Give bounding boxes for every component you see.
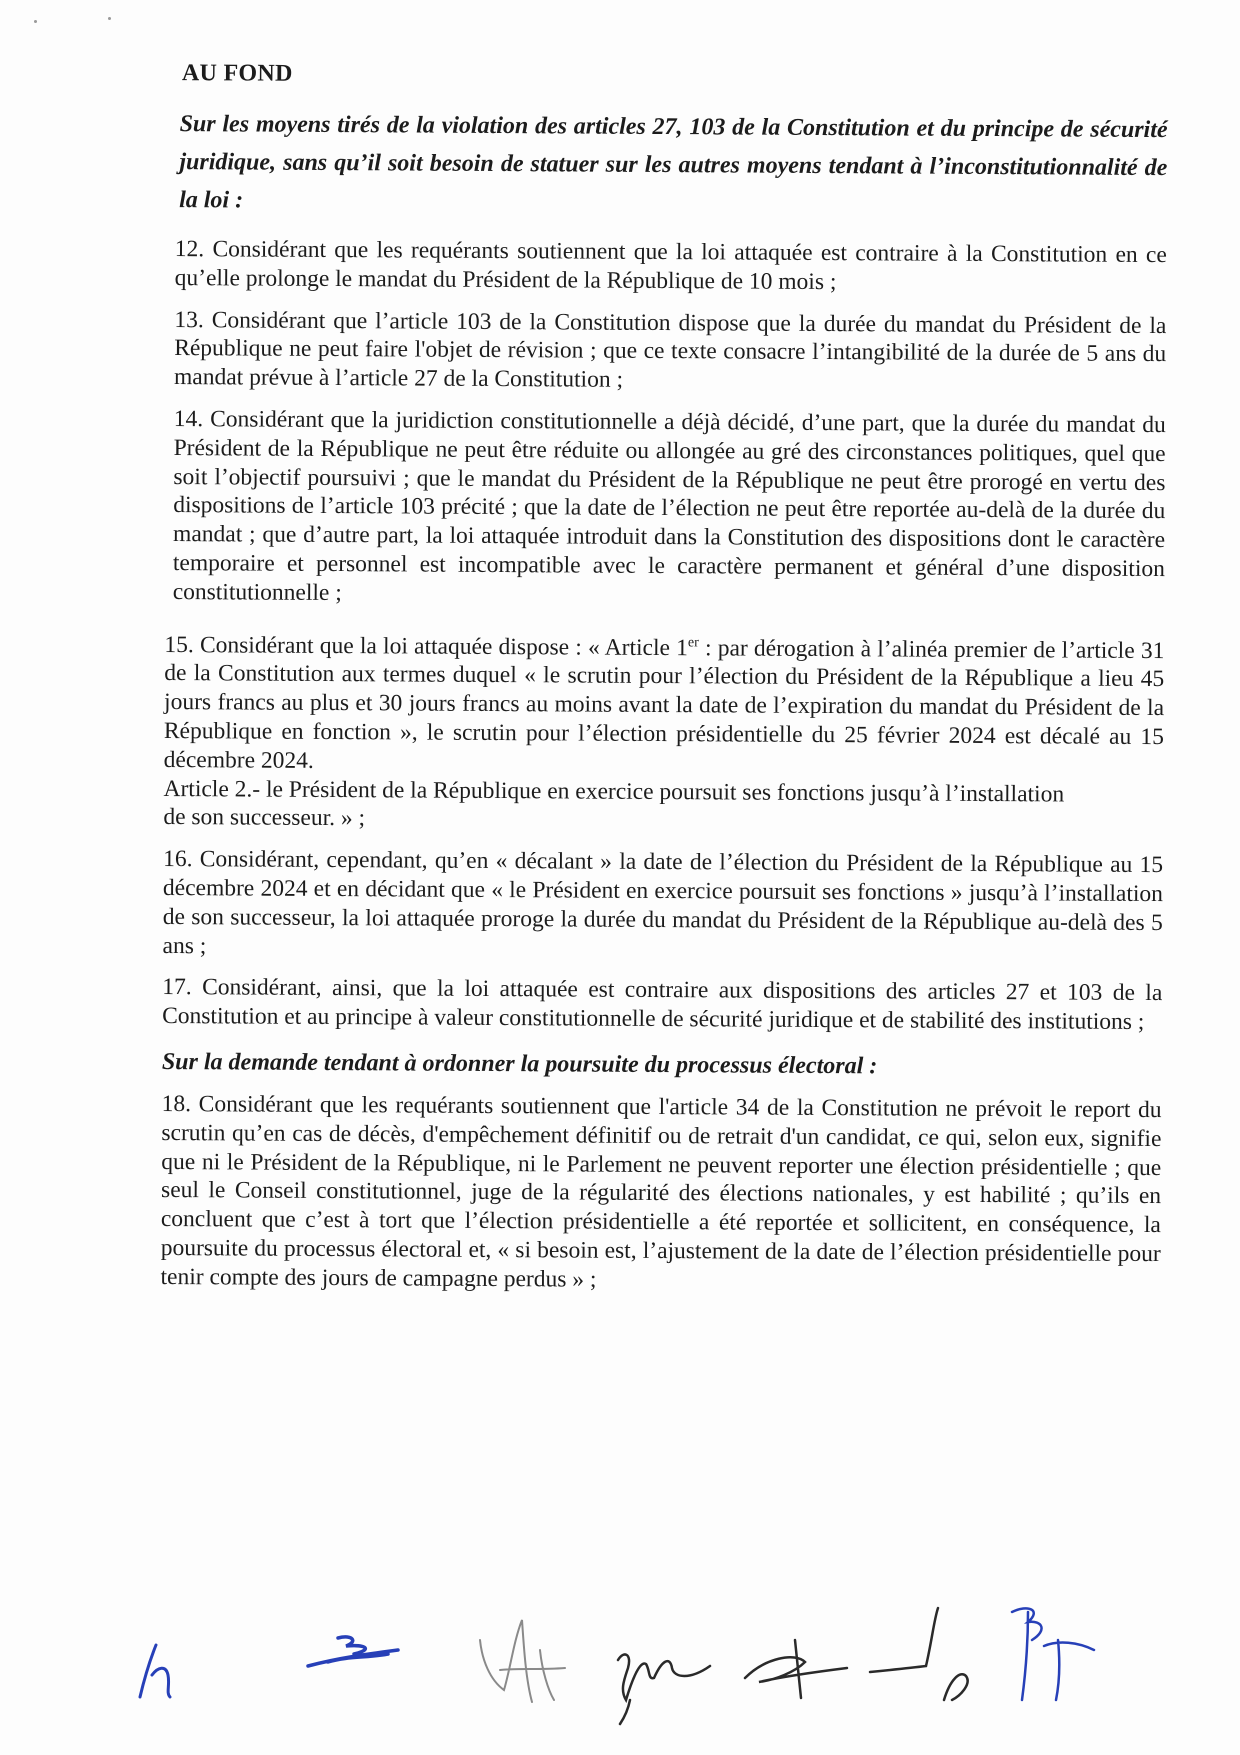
section-heading: AU FOND — [181, 60, 293, 87]
paragraph-13: 13. Considérant que l’article 103 de la Constitution dispose que la durée du mandat du Président de la République ne peut faire l'objet de révision ; que ce texte consacre l’intangibilité de la durée de 5 ans du mandat prévue à l’article 27 de la Constitution ; — [173, 306, 1167, 393]
superscript-er: er — [687, 634, 699, 650]
subheading-demande: Sur la demande tendant à ordonner la poursuite du processus électoral : — [161, 1048, 878, 1080]
article-2-text: Article 2.- le Président de la République en exercice poursuit ses fonctions jusqu’à l’installation de son successeur. » ; — [163, 775, 1065, 832]
subheading-moyens: Sur les moyens tirés de la violation des articles 27, 103 de la Constitution et du principe de sécurité juridique, sans qu’il soit besoin de statuer sur les autres moyens tendant à l’inconstitutionnalité de la loi : — [179, 111, 1168, 214]
paragraph-14: 14. Considérant que la juridiction constitutionnelle a déjà décidé, d’une part, que la durée du mandat du Président de la République ne peut être réduite ou allongée au gré des circonstances politiques, quel que soit l’objectif poursuivi ; que le mandat du Président de la République ne peut être prorogé en vertu des dispositions de l’article 103 précité ; que la date de l’élection ne peut être reportée au-delà de la durée du mandat ; que d’autre part, la loi attaquée introduit dans la Constitution des dispositions dont le caractère temporaire et personnel est incompatible avec le caractère permanent et général d’une disposition constitutionnelle ; — [172, 406, 1166, 606]
dark-signature-2 — [735, 1628, 855, 1708]
paragraph-15-start: 15. Considérant que la loi attaquée dispose : « Article 1 — [164, 631, 688, 661]
paragraph-12: 12. Considérant que les requérants soutiennent que la loi attaquée est contraire à la Constitution en ce qu’elle prolonge le mandat du Président de la République de 10 mois ; — [174, 236, 1167, 295]
blue-signature-right — [998, 1600, 1108, 1710]
dark-signature-3 — [860, 1600, 990, 1720]
document-body — [160, 60, 1168, 1311]
paragraph-15 — [164, 631, 1165, 781]
scan-speck — [34, 20, 37, 23]
paragraph-15-rest: : par dérogation à l’alinéa premier de l’article 31 de la Constitution aux termes duquel « le scrutin pour l’élection du Président de la République a lieu 45 jours francs au plus et 30 jours francs au moins avant la date de l’expiration du mandat du Président de la République en fonction », le scrutin pour l’élection présidentielle du 25 février 2024 est décalé au 15 décembre 2024. — [163, 634, 1165, 774]
grey-signature — [470, 1610, 580, 1710]
signatures-row — [130, 1600, 1180, 1750]
paragraph-16: 16. Considérant, cependant, qu’en « décalant » la date de l’élection du Président de la République au 15 décembre 2024 et en décidant que « le Président en exercice poursuit ses fonctions » jusqu’à l’installation de son successeur, la loi attaquée proroge la durée du mandat du Président de la République au-delà des 5 ans ; — [162, 846, 1164, 959]
blue-scribble-signature — [298, 1628, 408, 1678]
paragraph-17: 17. Considérant, ainsi, que la loi attaquée est contraire aux dispositions des articles 27 et 103 de la Constitution et au principe à valeur constitutionnelle de sécurité juridique et de stabilité des institutions ; — [162, 974, 1163, 1036]
dark-signature-1 — [610, 1620, 730, 1730]
scan-speck — [108, 17, 111, 20]
paragraph-18: 18. Considérant que les requérants soutiennent que l'article 34 de la Constitution ne prévoit le report du scrutin qu’en cas de décès, d'empêchement définitif ou de retrait d'un candidat, ce qui, selon eux, signifie que ni le Président de la République, ni le Parlement ne peuvent reporter une élection présidentielle ; que seul le Conseil constitutionnel, juge de la régularité des élections nationales, y est habilité ; qu’ils en concluent que c’est à tort que l’élection présidentielle a été reportée et sollicitent, en conséquence, la poursuite du processus électoral et, « si besoin est, l’ajustement de la date de l’élection présidentielle pour tenir compte des jours de campagne perdus » ; — [160, 1090, 1162, 1293]
blue-initial-signature — [130, 1635, 190, 1705]
